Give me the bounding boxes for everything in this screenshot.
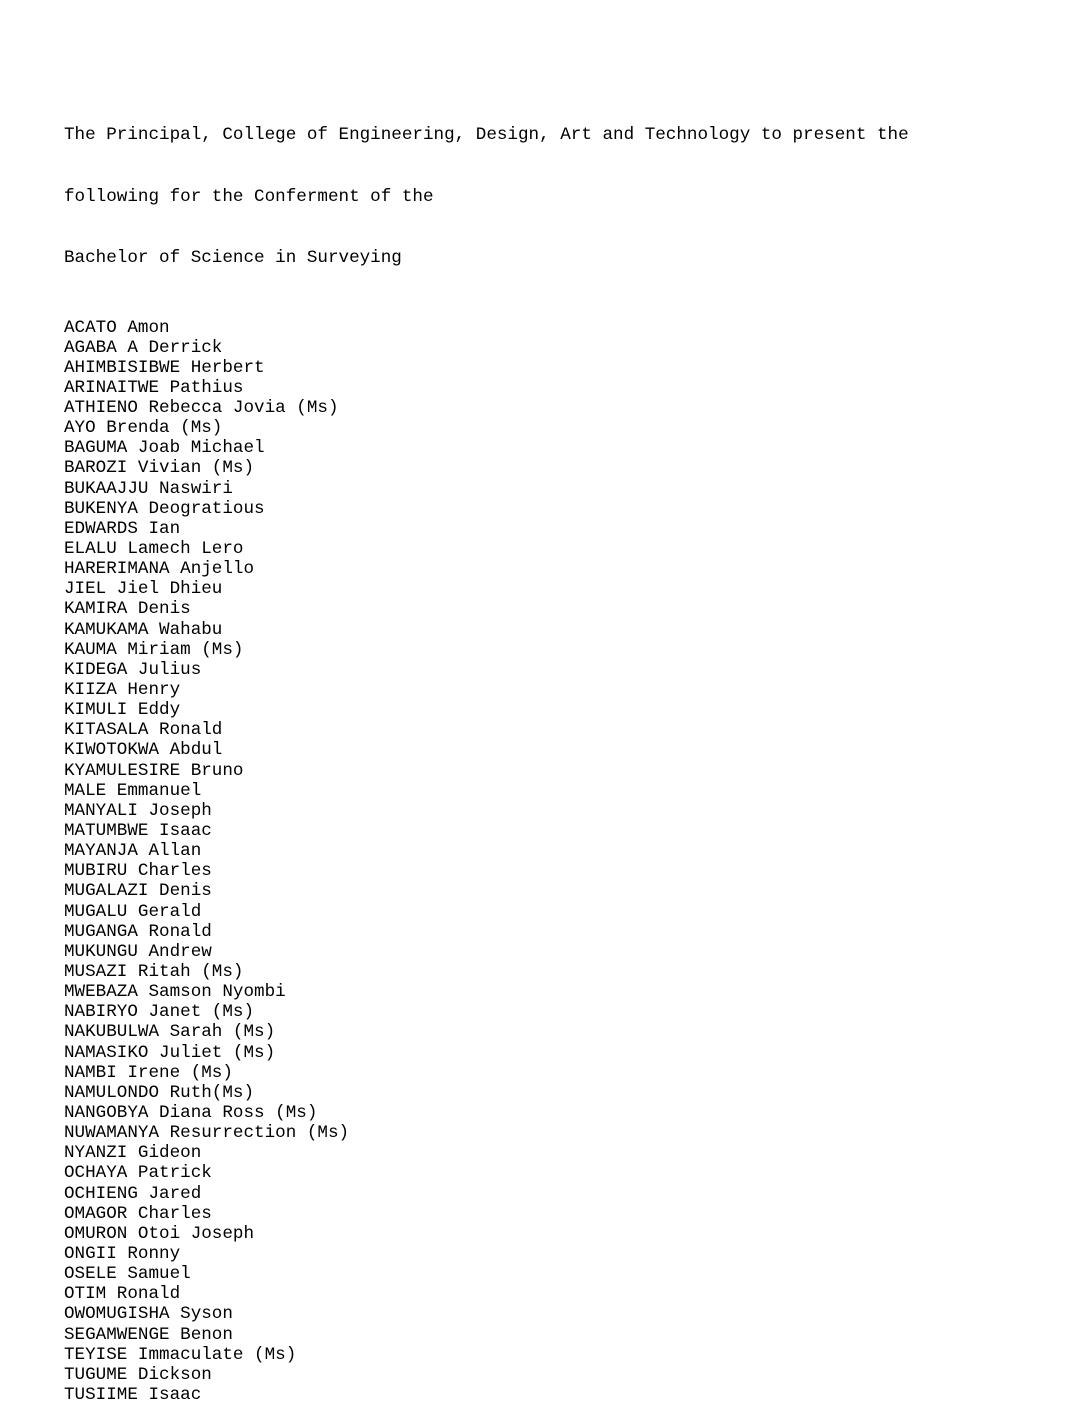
graduate-name: OCHAYA Patrick [64, 1163, 212, 1184]
graduate-name: TEYISE Immaculate (Ms) [64, 1344, 297, 1365]
graduate-name: OWOMUGISHA Syson [64, 1304, 233, 1325]
graduate-name: MUKUNGU Andrew [64, 941, 212, 962]
graduate-name: MAYANJA Allan [64, 841, 202, 862]
graduate-name: NABIRYO Janet (Ms) [64, 1002, 255, 1023]
graduate-name: ATHIENO Rebecca Jovia (Ms) [64, 398, 339, 419]
graduate-name: OSELE Samuel [64, 1264, 191, 1285]
graduate-name: KAMUKAMA Wahabu [64, 619, 223, 640]
graduate-name: BAGUMA Joab Michael [64, 438, 265, 459]
graduate-name: ACATO Amon [64, 317, 170, 338]
graduate-name: MATUMBWE Isaac [64, 821, 212, 842]
graduate-name: MUBIRU Charles [64, 861, 212, 882]
graduate-name: BUKENYA Deogratious [64, 498, 265, 519]
graduate-name: KIIZA Henry [64, 680, 181, 701]
graduate-name: NAMASIKO Juliet (Ms) [64, 1042, 276, 1063]
graduate-name: KIDEGA Julius [64, 659, 202, 680]
intro-line-1: The Principal, College of Engineering, Design, Art and Technology to present the [64, 125, 909, 145]
graduate-name: NYANZI Gideon [64, 1143, 202, 1164]
conferment-intro [64, 84, 1044, 310]
graduate-name: MWEBAZA Samson Nyombi [64, 982, 286, 1003]
degree-title: Bachelor of Science in Surveying [64, 248, 402, 268]
intro-line-2: following for the Conferment of the [64, 186, 434, 207]
graduate-name: OMURON Otoi Joseph [64, 1223, 255, 1244]
graduate-name: KAMIRA Denis [64, 599, 191, 620]
graduate-name: ARINAITWE Pathius [64, 377, 244, 398]
graduate-name: OMAGOR Charles [64, 1203, 212, 1224]
graduate-name: KAUMA Miriam (Ms) [64, 639, 244, 660]
graduate-name: ELALU Lamech Lero [64, 539, 244, 560]
document-page [64, 84, 1044, 1405]
graduate-name: AYO Brenda (Ms) [64, 418, 223, 439]
graduate-name: AHIMBISIBWE Herbert [64, 357, 265, 378]
graduate-name: MUGANGA Ronald [64, 921, 212, 942]
graduate-name: NAKUBULWA Sarah (Ms) [64, 1022, 276, 1043]
graduate-name: BUKAAJJU Naswiri [64, 478, 233, 499]
graduate-name: MALE Emmanuel [64, 780, 202, 801]
graduate-name: NANGOBYA Diana Ross (Ms) [64, 1102, 318, 1123]
graduate-name: KIMULI Eddy [64, 700, 181, 721]
graduate-name: JIEL Jiel Dhieu [64, 579, 223, 600]
graduate-name: EDWARDS Ian [64, 518, 181, 539]
graduate-name: MUGALU Gerald [64, 901, 202, 922]
graduate-name: OTIM Ronald [64, 1284, 181, 1305]
graduate-name: MUSAZI Ritah (Ms) [64, 962, 244, 982]
graduate-name: NUWAMANYA Resurrection (Ms) [64, 1123, 350, 1144]
graduate-name: NAMBI Irene (Ms) [64, 1062, 233, 1083]
graduate-name: TUSIIME Isaac [64, 1384, 202, 1405]
graduate-name: OCHIENG Jared [64, 1183, 202, 1204]
graduate-name: MANYALI Joseph [64, 800, 212, 821]
graduate-name: HARERIMANA Anjello [64, 559, 255, 580]
graduate-list [64, 318, 1044, 1406]
graduate-name: NAMULONDO Ruth(Ms) [64, 1082, 255, 1103]
graduate-name: KITASALA Ronald [64, 720, 223, 741]
graduate-name: SEGAMWENGE Benon [64, 1324, 233, 1345]
graduate-name: AGABA A Derrick [64, 337, 223, 358]
graduate-name: KYAMULESIRE Bruno [64, 760, 244, 781]
graduate-name: ONGII Ronny [64, 1243, 181, 1264]
graduate-name: BAROZI Vivian (Ms) [64, 458, 255, 479]
graduate-name: TUGUME Dickson [64, 1364, 212, 1385]
graduate-name: KIWOTOKWA Abdul [64, 740, 223, 761]
graduate-name: MUGALAZI Denis [64, 881, 212, 902]
